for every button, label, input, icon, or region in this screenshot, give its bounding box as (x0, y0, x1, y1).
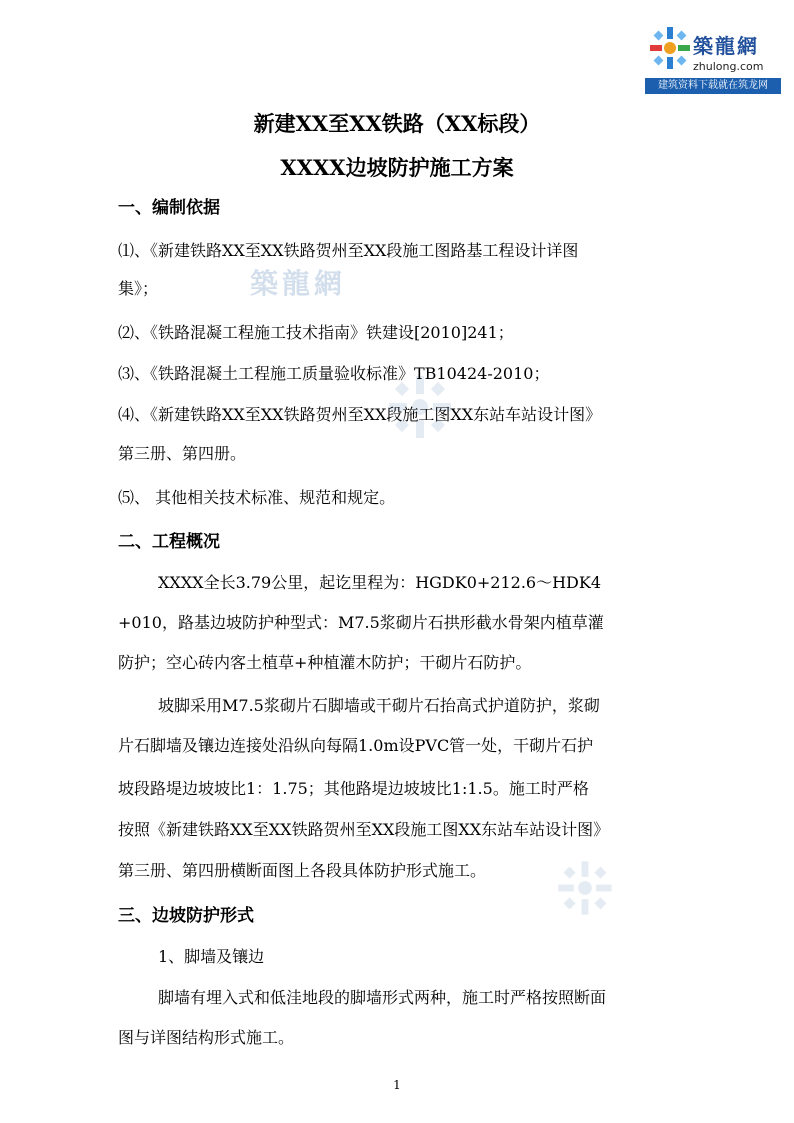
overview-line: XXXX全长3.79公里，起讫里程为：HGDK0+212.6～HDK4 (158, 573, 602, 592)
overview-line: 坡段路堤边坡坡比1：1.75；其他路堤边坡坡比1:1.5。施工时严格 (118, 779, 589, 798)
page-number: 1 (393, 1078, 401, 1092)
section-3-heading: 三、边坡防护形式 (118, 906, 254, 926)
protection-line: 脚墙有埋入式和低洼地段的脚墙形式两种，施工时严格按照断面 (158, 988, 607, 1007)
logo-name: 築龍網 (693, 34, 759, 58)
basis-line: ⑵、《铁路混凝工程施工技术指南》铁建设[2010]241； (118, 323, 514, 342)
overview-line: +010，路基边坡防护种型式：M7.5浆砌片石拱形截水骨架内植草灌 (118, 613, 604, 632)
overview-line: 按照《新建铁路XX至XX铁路贺州至XX段施工图XX东站车站设计图》 (118, 820, 610, 839)
protection-line: 图与详图结构形式施工。 (118, 1028, 295, 1047)
zhulong-logo (645, 22, 781, 96)
document-title: 新建XX至XX铁路（XX标段） (253, 111, 541, 136)
snowflake-logo-icon (647, 24, 693, 74)
logo-slogan: 建筑资料下载就在筑龙网 (645, 78, 781, 94)
overview-line: 第三册、第四册横断面图上各段具体防护形式施工。 (118, 861, 487, 880)
section-1-heading: 一、编制依据 (118, 198, 220, 218)
basis-line: ⑷、《新建铁路XX至XX铁路贺州至XX段施工图XX东站车站设计图》 (118, 405, 602, 424)
basis-line: 第三册、第四册。 (118, 444, 247, 463)
basis-line: ⑸、 其他相关技术标准、规范和规定。 (118, 488, 396, 507)
basis-line: ⑴、《新建铁路XX至XX铁路贺州至XX段施工图路基工程设计详图 (118, 241, 579, 260)
overview-line: 片石脚墙及镶边连接处沿纵向每隔1.0m设PVC管一处，干砌片石护 (118, 736, 594, 755)
section-2-heading: 二、工程概况 (118, 532, 220, 552)
watermark-snowflake-icon-2 (555, 858, 615, 918)
logo-url: zhulong.com (693, 60, 764, 73)
document-subtitle: XXXX边坡防护施工方案 (280, 155, 514, 180)
basis-line: 集》； (118, 279, 159, 298)
overview-line: 防护；空心砖内客土植草+种植灌木防护；干砌片石防护。 (118, 653, 532, 672)
protection-subheading: 1、脚墙及镶边 (158, 947, 265, 966)
overview-line: 坡脚采用M7.5浆砌片石脚墙或干砌片石抬高式护道防护，浆砌 (158, 696, 600, 715)
watermark-text: 築龍網 (250, 267, 347, 300)
basis-line: ⑶、《铁路混凝土工程施工质量验收标准》TB10424-2010； (118, 364, 550, 383)
